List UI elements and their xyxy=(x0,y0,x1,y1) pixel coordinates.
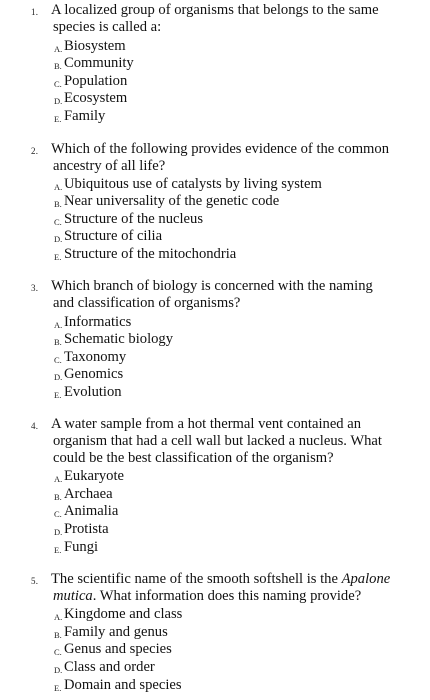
question-text: species is called a: xyxy=(53,19,162,35)
option-letter: E. xyxy=(54,114,62,124)
question-3 xyxy=(0,278,430,312)
option-letter: D. xyxy=(54,372,63,382)
question-number: 4. xyxy=(31,421,39,431)
option-letter: D. xyxy=(54,234,63,244)
option-letter: B. xyxy=(54,630,62,640)
option-text: Ubiquitous use of catalysts by living system xyxy=(64,176,322,192)
question-text: could be the best classification of the organism? xyxy=(53,450,334,466)
option-text: Informatics xyxy=(64,314,132,330)
option-letter: D. xyxy=(54,665,63,675)
option-text: Near universality of the genetic code xyxy=(64,193,280,209)
option-letter: C. xyxy=(54,355,62,365)
option-text: Structure of cilia xyxy=(64,228,163,244)
question-2 xyxy=(0,141,430,175)
option-letter: E. xyxy=(54,545,62,555)
question-4-line-1 xyxy=(0,416,430,433)
option-text: Evolution xyxy=(64,384,122,400)
option-text: Genomics xyxy=(64,366,124,382)
option-letter: E. xyxy=(54,683,62,693)
option-text: Structure of the mitochondria xyxy=(64,246,237,262)
option-text: Eukaryote xyxy=(64,468,124,484)
question-text-plain: . What information does this naming provide? xyxy=(92,588,362,604)
question-text xyxy=(53,588,361,605)
option-text: Taxonomy xyxy=(64,349,127,365)
option-letter: A. xyxy=(54,474,63,484)
question-text xyxy=(51,571,390,588)
option-text: Domain and species xyxy=(64,677,182,693)
question-1-line-1 xyxy=(0,2,430,19)
option-letter: A. xyxy=(54,44,63,54)
option-letter: C. xyxy=(54,509,62,519)
option-text: Class and order xyxy=(64,659,155,675)
question-number: 2. xyxy=(31,146,39,156)
question-text: A water sample from a hot thermal vent contained an xyxy=(51,416,362,432)
option-text: Kingdome and class xyxy=(64,606,183,622)
option-text: Population xyxy=(64,73,128,89)
option-letter: E. xyxy=(54,252,62,262)
question-3-line-2 xyxy=(0,295,430,312)
scientific-name-species: mutica xyxy=(53,588,93,604)
option-letter: C. xyxy=(54,79,62,89)
question-text: Which of the following provides evidence of the common xyxy=(51,141,389,157)
option-letter: D. xyxy=(54,96,63,106)
option-letter: C. xyxy=(54,647,62,657)
option-letter: B. xyxy=(54,61,62,71)
question-2-line-1 xyxy=(0,141,430,158)
option-letter: A. xyxy=(54,612,63,622)
question-3-line-1 xyxy=(0,278,430,295)
option-letter: E. xyxy=(54,390,62,400)
option-text: Family and genus xyxy=(64,624,168,640)
question-text: A localized group of organisms that belongs to the same xyxy=(51,2,379,18)
option-text: Animalia xyxy=(64,503,119,519)
scientific-name-genus: Apalone xyxy=(341,571,391,587)
question-5-line-2 xyxy=(0,588,430,605)
question-1-line-2 xyxy=(0,19,430,36)
question-5 xyxy=(0,571,430,605)
question-text: ancestry of all life? xyxy=(53,158,166,174)
question-text: organism that had a cell wall but lacked a nucleus. What xyxy=(53,433,382,449)
option-text: Archaea xyxy=(64,486,113,502)
option-text: Family xyxy=(64,108,106,124)
option-text: Ecosystem xyxy=(64,90,128,106)
question-number: 1. xyxy=(31,7,39,17)
question-1 xyxy=(0,2,430,36)
question-4 xyxy=(0,416,430,467)
option-text: Fungi xyxy=(64,539,99,555)
option-text: Genus and species xyxy=(64,641,172,657)
option-letter: B. xyxy=(54,199,62,209)
question-text: Which branch of biology is concerned with the naming xyxy=(51,278,373,294)
question-2-line-2 xyxy=(0,158,430,175)
question-4-line-2 xyxy=(0,433,430,450)
question-4-line-3 xyxy=(0,450,430,467)
option-text: Biosystem xyxy=(64,38,126,54)
option-letter: D. xyxy=(54,527,63,537)
option-letter: B. xyxy=(54,492,62,502)
question-text: and classification of organisms? xyxy=(53,295,241,311)
option-letter: A. xyxy=(54,320,63,330)
option-text: Protista xyxy=(64,521,109,537)
option-letter: A. xyxy=(54,182,63,192)
option-letter: C. xyxy=(54,217,62,227)
question-text-plain: The scientific name of the smooth softshell is the xyxy=(51,571,342,587)
option-letter: B. xyxy=(54,337,62,347)
question-5-line-1 xyxy=(0,571,430,588)
question-number: 5. xyxy=(31,576,39,586)
question-number: 3. xyxy=(31,283,39,293)
option-text: Community xyxy=(64,55,134,71)
option-text: Structure of the nucleus xyxy=(64,211,204,227)
option-text: Schematic biology xyxy=(64,331,174,347)
